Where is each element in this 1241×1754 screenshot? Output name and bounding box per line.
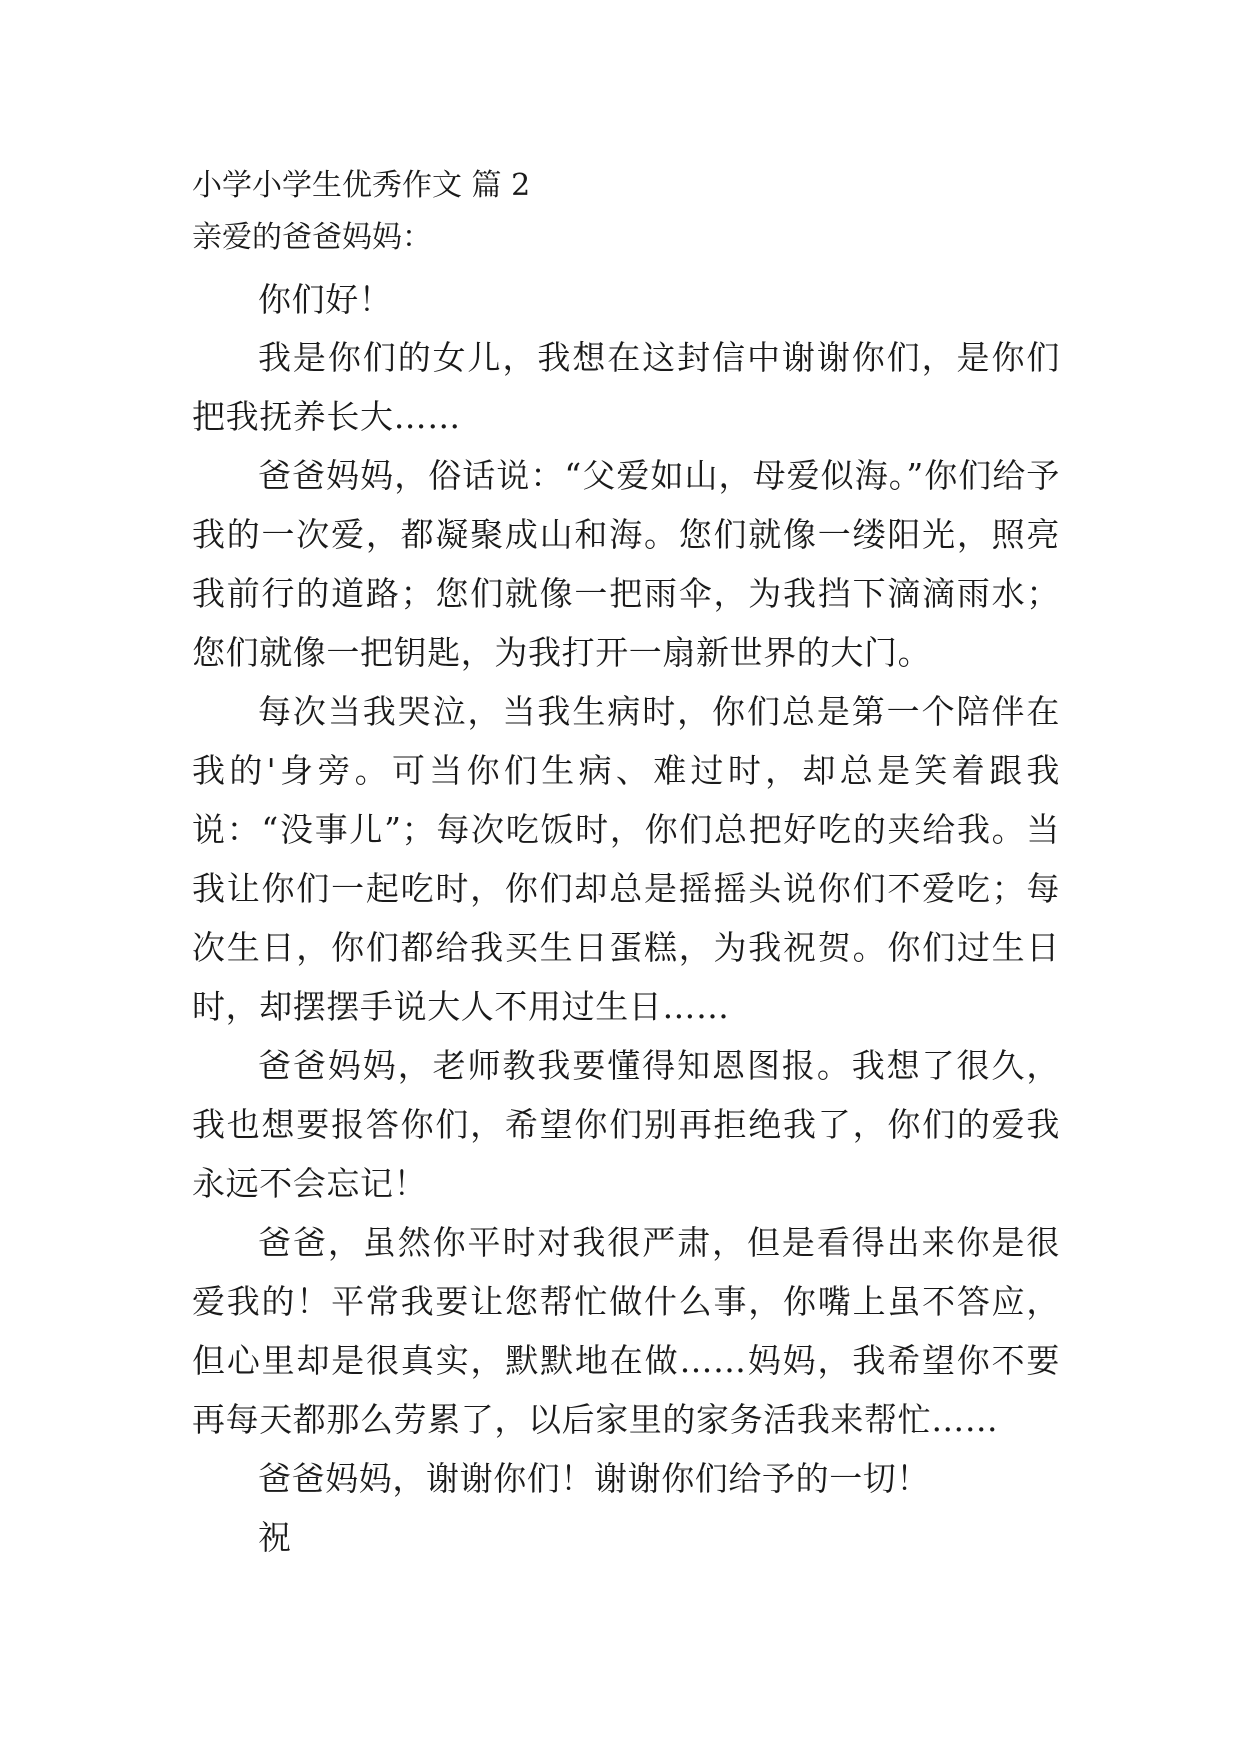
paragraph-3: 每次当我哭泣，当我生病时，你们总是第一个陪伴在我的'身旁。可当你们生病、难过时，却总是笑着跟我说：“没事儿”；每次吃饭时，你们总把好吃的夹给我。当我让你们一起吃时，你们却总是摇摇头说你们不爱吃；每次生日，你们都给我买生日蛋糕，为我祝贺。你们过生日时，却摆摆手说大人不用过生日……	[192, 692, 1060, 1026]
paragraph-4: 爸爸妈妈，老师教我要懂得知恩图报。我想了很久，我也想要报答你们，希望你们别再拒绝我了，你们的爱我永远不会忘记！	[192, 1046, 1060, 1203]
paragraph-closing: 祝	[258, 1518, 292, 1557]
document-page	[192, 160, 1060, 1567]
paragraph-5: 爸爸，虽然你平时对我很严肃，但是看得出来你是很爱我的！平常我要让您帮忙做什么事，你嘴上虽不答应，但心里却是很真实，默默地在做……妈妈，我希望你不要再每天都那么劳累了，以后家里的家务活我来帮忙……	[192, 1223, 1060, 1439]
document-title: 小学小学生优秀作文 篇 2	[192, 168, 531, 203]
paragraph-greeting: 你们好！	[258, 280, 393, 319]
letter-salutation: 亲爱的爸爸妈妈：	[192, 220, 432, 255]
paragraph-1: 我是你们的女儿，我想在这封信中谢谢你们，是你们把我抚养长大……	[192, 338, 1060, 436]
paragraph-2: 爸爸妈妈，俗话说：“父爱如山，母爱似海。”你们给予我的一次爱，都凝聚成山和海。您们就像一缕阳光，照亮我前行的道路；您们就像一把雨伞，为我挡下滴滴雨水；您们就像一把钥匙，为我打开一扇新世界的大门。	[192, 456, 1060, 672]
paragraph-thanks: 爸爸妈妈，谢谢你们！谢谢你们给予的一切！	[258, 1459, 930, 1498]
